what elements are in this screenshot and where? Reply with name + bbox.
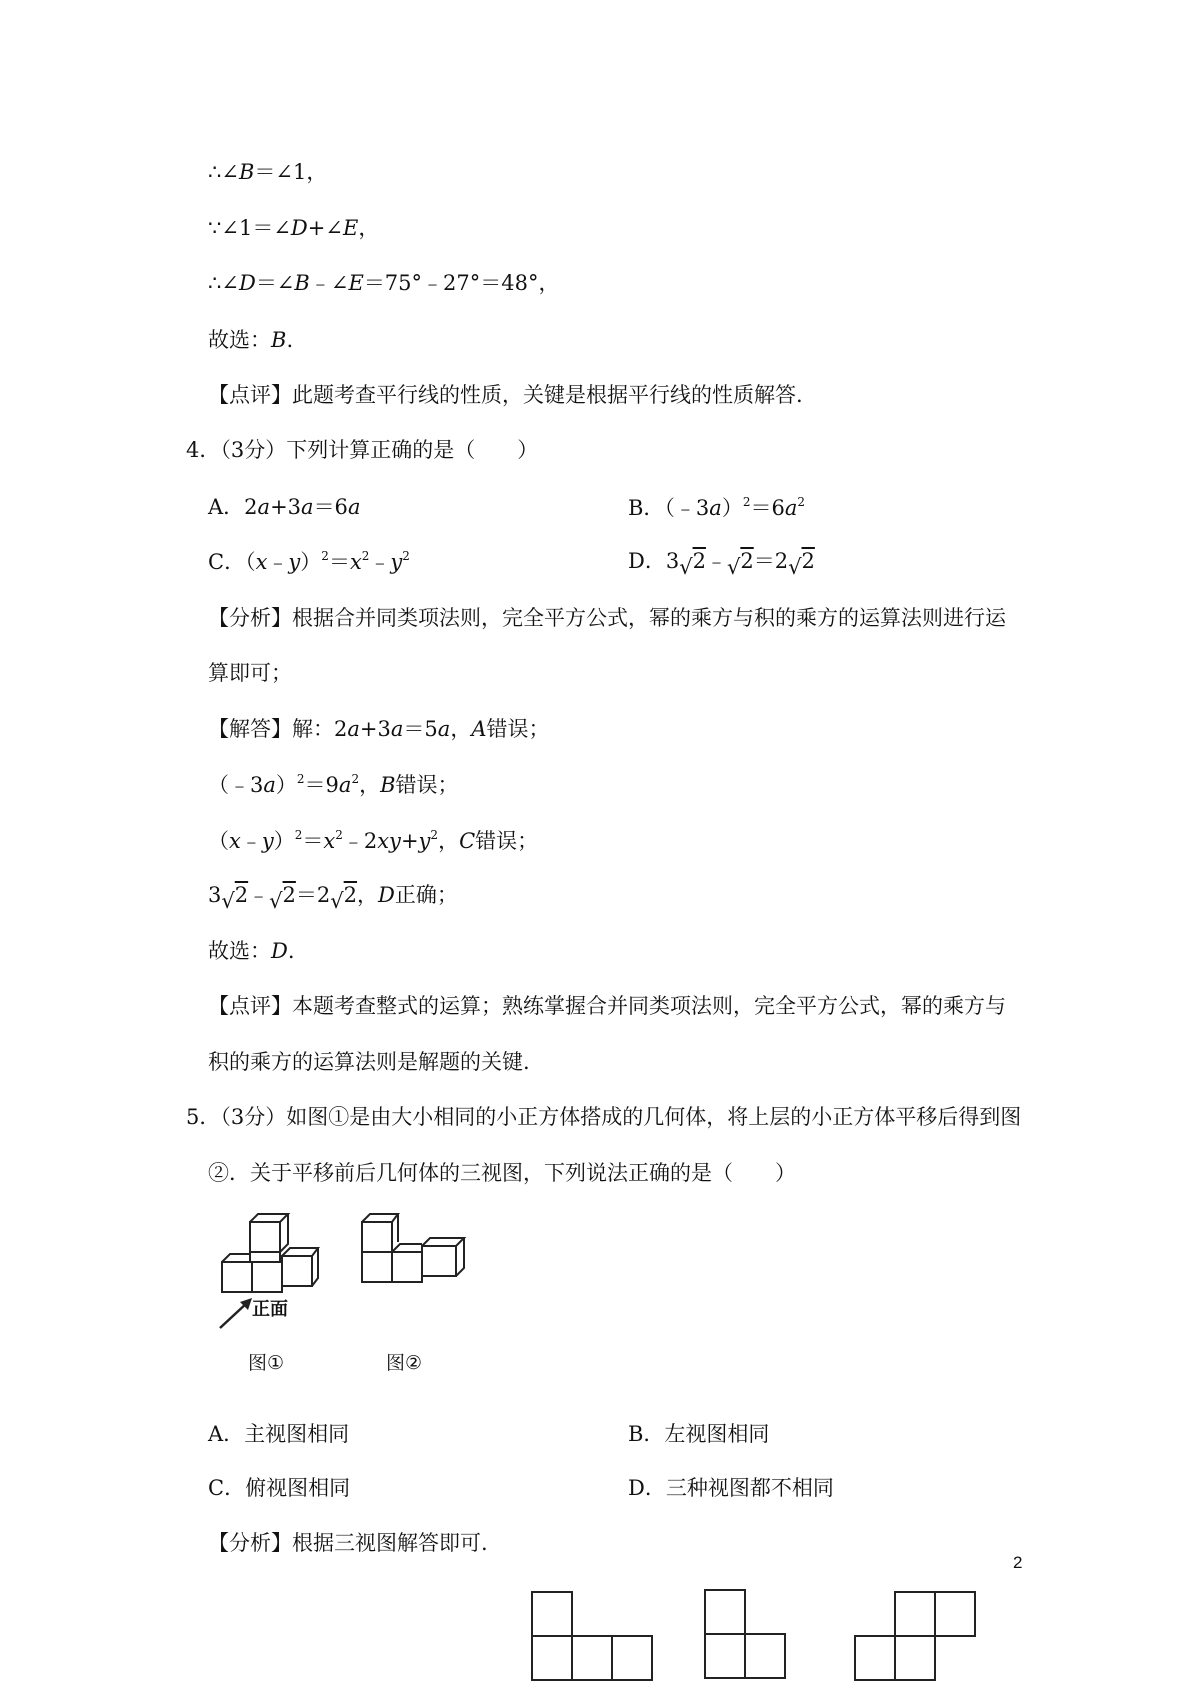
analysis-tag: 【分析】 <box>208 1531 292 1555</box>
q4-comment-cont: 积的乘方的运算法则是解题的关键. <box>208 1050 530 1074</box>
comment-text: 本题考查整式的运算；熟练掌握合并同类项法则，完全平方公式，幂的乘方与 <box>292 994 1006 1018</box>
derivation-line-3: ∴∠D＝∠B﹣∠E＝75°﹣27°＝48°， <box>208 271 560 295</box>
figure-2-cubes <box>360 1210 480 1300</box>
q4-comment <box>208 994 1006 1019</box>
q4-stem: 4．（3分）下列计算正确的是（ ） <box>186 438 539 462</box>
q5-stem-2: ②．关于平移前后几何体的三视图，下列说法正确的是（ ） <box>208 1161 796 1185</box>
comment-text: 此题考查平行线的性质，关键是根据平行线的性质解答. <box>292 383 803 407</box>
comment-tag: 【点评】 <box>208 383 292 407</box>
answer-tag: 【解答】 <box>208 717 292 741</box>
derivation-line-2: ∵∠1＝∠D+∠E， <box>208 216 380 240</box>
three-views-drawing <box>530 1590 1000 1682</box>
q4-answer-4: 3√2﹣√2＝2√2，D正确； <box>208 883 458 913</box>
figure-2-label: 图② <box>386 1352 423 1374</box>
choice-line: 故选：B. <box>208 328 294 352</box>
analysis-text: 根据三视图解答即可. <box>292 1531 488 1555</box>
front-label: 正面 <box>252 1299 288 1320</box>
derivation-line-1: ∴∠B＝∠1， <box>208 160 328 184</box>
analysis-text: 根据合并同类项法则，完全平方公式，幂的乘方与积的乘方的运算法则进行运 <box>292 606 1006 630</box>
q4-answer-3: $(x﹣y)^2=x^2﹣2xy+y^2$，C错误； <box>208 828 539 853</box>
comment-q3 <box>208 383 803 408</box>
figure-1-label: 图① <box>248 1352 285 1374</box>
q4-analysis-cont: 算即可； <box>208 661 292 685</box>
q4-option-a: A．2a+3a＝6a <box>208 495 361 519</box>
q4-option-d: D．3√2﹣√2＝2√2 <box>628 549 815 579</box>
q5-analysis <box>208 1531 488 1556</box>
q4-analysis <box>208 606 1006 631</box>
q5-option-d: D．三种视图都不相同 <box>628 1476 834 1500</box>
q4-choice: 故选：D. <box>208 939 295 963</box>
q5-option-c: C．俯视图相同 <box>208 1476 351 1500</box>
comment-tag: 【点评】 <box>208 994 292 1018</box>
q5-stem-1: 5．（3分）如图①是由大小相同的小正方体搭成的几何体，将上层的小正方体平移后得到图 <box>186 1105 1022 1129</box>
analysis-tag: 【分析】 <box>208 606 292 630</box>
q4-option-b: B．$(﹣3a)^2=6a^2$ <box>628 495 806 520</box>
q4-option-c: C．$(x﹣y)^2=x^2﹣y^2$ <box>208 549 410 574</box>
q5-option-a: A．主视图相同 <box>208 1422 350 1446</box>
q4-answer-1: 【解答】解：2a+3a＝5a，A错误； <box>208 717 550 741</box>
q4-answer-2: $(﹣3a)^2=9a^2$，B错误； <box>208 772 459 797</box>
q5-option-b: B．左视图相同 <box>628 1422 770 1446</box>
page-number: 2 <box>1013 1553 1023 1572</box>
